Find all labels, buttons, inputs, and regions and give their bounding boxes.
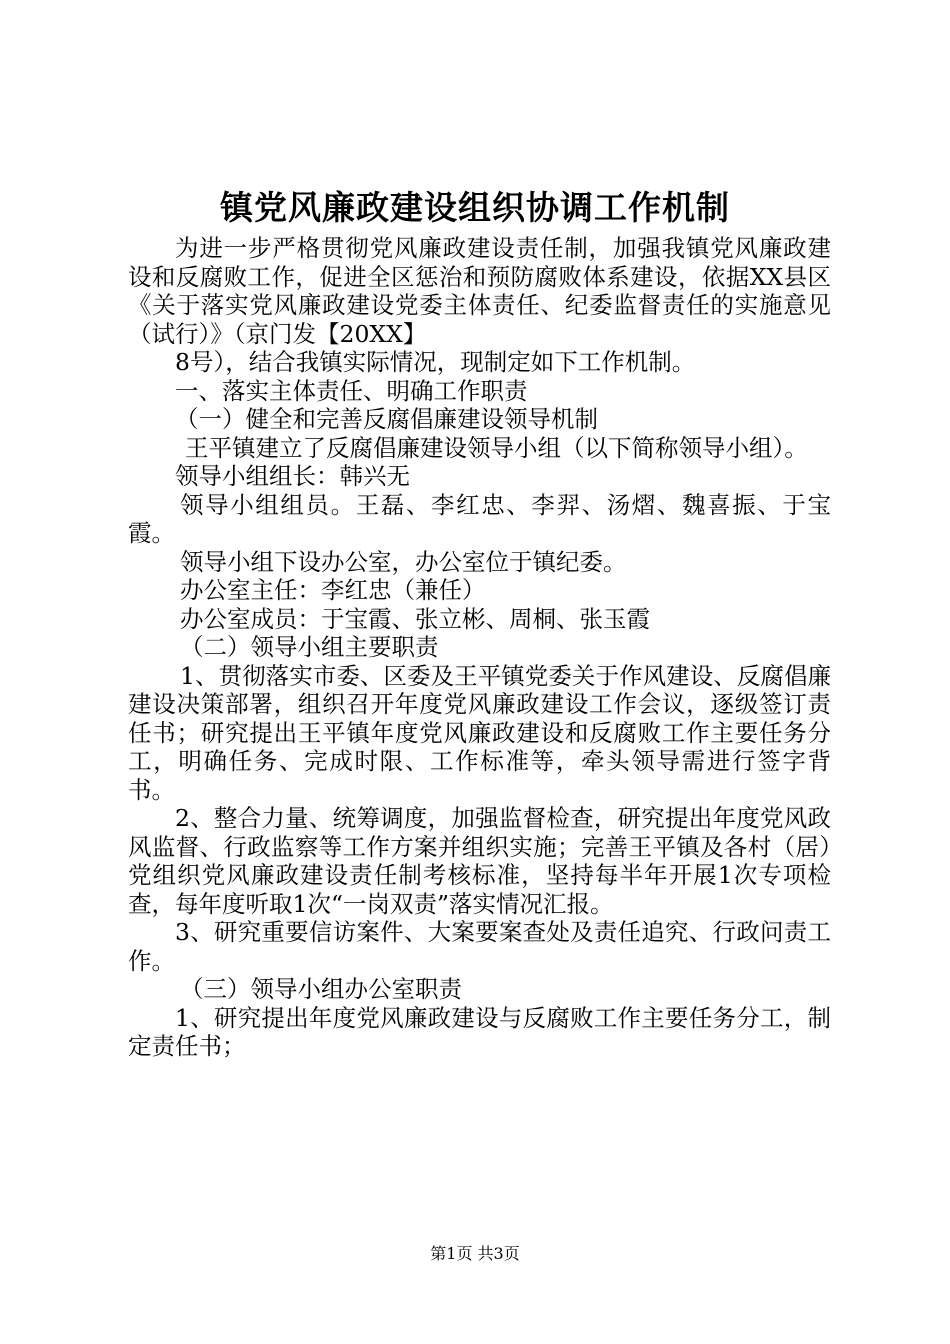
subsection-heading-3: （三）领导小组办公室职责 (180, 975, 462, 1003)
paragraph-duty-2: 2、整合力量、统筹调度，加强监督检查，研究提出年度党风政风监督、行政监察等工作方案并组织实施；完善王平镇及各村（居）党组织党风廉政建设责任制考核标准，坚持每半年开展1次专项检查，每年度听取1次“一岗双责”落实情况汇报。 (128, 804, 831, 918)
paragraph-duty-1: 1、贯彻落实市委、区委及王平镇党委关于作风建设、反腐倡廉建设决策部署，组织召开年度党风廉政建设工作会议，逐级签订责任书；研究提出王平镇年度党风廉政建设和反腐败工作主要任务分工，明确任务、完成时限、工作标准等，牵头领导需进行签字背书。 (128, 661, 831, 804)
paragraph-group-members: 领导小组组员。王磊、李红忠、李羿、汤熠、魏喜振、于宝霞。 (128, 490, 831, 547)
document-body (128, 234, 831, 1061)
paragraph-group-leader: 领导小组组长：韩兴无 (175, 462, 410, 490)
subsection-heading-2: （二）领导小组主要职责 (180, 633, 439, 661)
subsection-heading-1: （一）健全和完善反腐倡廉建设领导机制 (175, 405, 598, 433)
paragraph-leading-group: 王平镇建立了反腐倡廉建设领导小组（以下简称领导小组）。 (185, 433, 808, 462)
paragraph-office-duty-1: 1、研究提出年度党风廉政建设与反腐败工作主要任务分工，制定责任书； (128, 1003, 831, 1060)
paragraph-intro: 为进一步严格贯彻党风廉政建设责任制，加强我镇党风廉政建设和反腐败工作，促进全区惩治和预防腐败体系建设，依据XX县区《关于落实党风廉政建设党委主体责任、纪委监督责任的实施意见（试行）》（京门发【20XX】 (128, 234, 831, 348)
section-heading-1: 一、落实主体责任、明确工作职责 (175, 376, 528, 405)
paragraph-office: 领导小组下设办公室，办公室位于镇纪委。 (180, 547, 627, 576)
paragraph-office-members: 办公室成员：于宝霞、张立彬、周桐、张玉霞 (180, 604, 650, 633)
page-footer: 第1页 共3页 (430, 1244, 520, 1263)
paragraph-intro-continued: 8号），结合我镇实际情况，现制定如下工作机制。 (175, 348, 696, 376)
paragraph-duty-3: 3、研究重要信访案件、大案要案查处及责任追究、行政问责工作。 (128, 918, 831, 975)
document-title: 镇党风廉政建设组织协调工作机制 (220, 188, 730, 227)
paragraph-office-director: 办公室主任：李红忠（兼任） (180, 576, 486, 604)
